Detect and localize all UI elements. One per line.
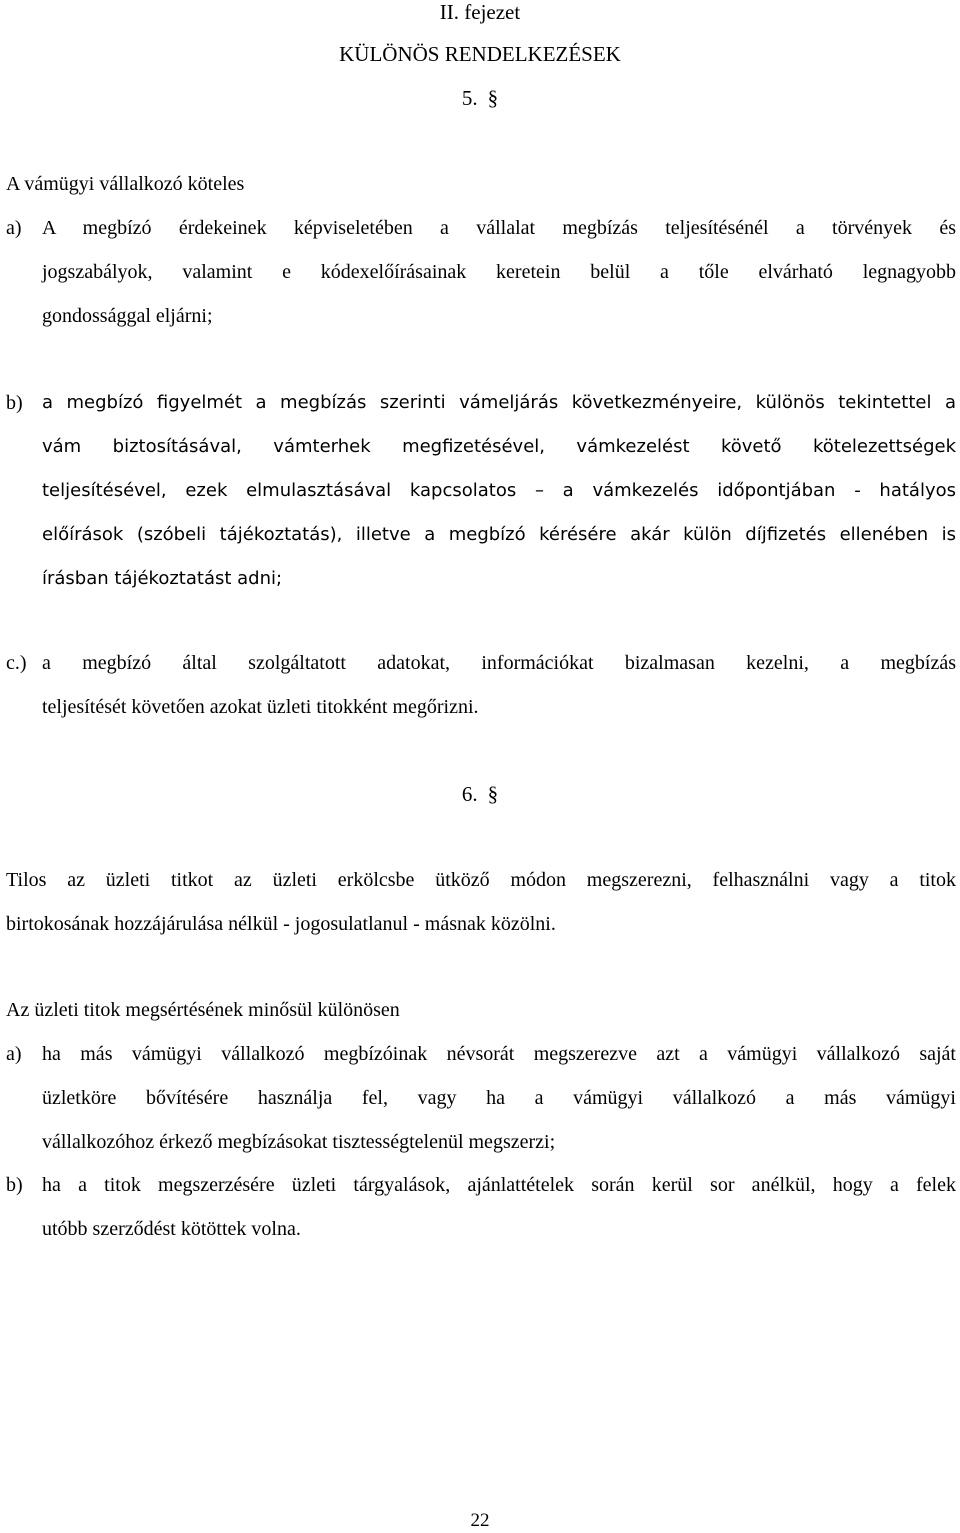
item-marker: a) <box>6 1043 22 1065</box>
item-line: vállalkozóhoz érkező megbízásokat tisztességtelenül megszerzi; <box>42 1131 556 1153</box>
paragraph-line: birtokosának hozzájárulása nélkül - jogosulatlanul - másnak közölni. <box>6 913 556 935</box>
item-line: gondossággal eljárni; <box>42 305 213 327</box>
section-6-heading <box>0 782 960 806</box>
item-line: a megbízó figyelmét a megbízás szerinti vámeljárás következményeire, különös tekintettel a <box>42 392 956 413</box>
item-line: jogszabályok, valamint e kódexelőírásainak keretein belül a tőle elvárható legnagyobb <box>42 261 956 283</box>
chapter-label: II. fejezet <box>439 0 521 24</box>
item-line: teljesítését követően azokat üzleti titokként megőrizni. <box>42 696 479 718</box>
section-sign-icon: § <box>487 86 499 110</box>
section-5-item-a <box>6 216 956 326</box>
section-5-intro: A vámügyi vállalkozó köteles <box>6 173 245 195</box>
item-line: előírások (szóbeli tájékoztatás), illetve a megbízó kérésére akár külön díjfizetés ellenében is <box>42 524 956 545</box>
item-marker: b) <box>6 1174 23 1196</box>
item-line: a megbízó által szolgáltatott adatokat, információkat bizalmasan kezelni, a megbízás <box>42 652 956 674</box>
item-marker: a) <box>6 217 22 239</box>
section-5-item-b <box>6 391 956 591</box>
item-line: ha a titok megszerzésére üzleti tárgyalások, ajánlattételek során kerül sor anélkül, hogy a felek <box>42 1174 956 1196</box>
item-line: vám biztosításával, vámterhek megfizetésével, vámkezelést követő kötelezettségek <box>42 436 956 457</box>
item-line: utóbb szerződést kötöttek volna. <box>42 1218 301 1240</box>
item-line: írásban tájékoztatást adni; <box>42 568 283 589</box>
section-6-number: 6. <box>461 782 478 806</box>
item-marker: c.) <box>6 652 27 674</box>
section-6-item-b <box>6 1173 956 1243</box>
item-line: üzletköre bővítésére használja fel, vagy ha a vámügyi vállalkozó a más vámügyi <box>42 1087 956 1109</box>
section-5-heading <box>0 86 960 110</box>
chapter-title: KÜLÖNÖS RENDELKEZÉSEK <box>339 42 621 66</box>
paragraph-line: Tilos az üzleti titkot az üzleti erkölcsbe ütköző módon megszerezni, felhasználni vagy a titok <box>6 869 956 891</box>
section-sign-icon: § <box>487 782 499 806</box>
section-5-item-c <box>6 651 956 721</box>
section-6-item-a <box>6 1042 956 1152</box>
item-line: ha más vámügyi vállalkozó megbízóinak névsorát megszerezve azt a vámügyi vállalkozó saját <box>42 1043 956 1065</box>
item-marker: b) <box>6 392 23 414</box>
page-number: 22 <box>470 1510 490 1531</box>
item-line: teljesítésével, ezek elmulasztásával kapcsolatos – a vámkezelés időpontjában - hatályos <box>42 480 956 501</box>
item-line: A megbízó érdekeinek képviseletében a vállalat megbízás teljesítésénél a törvények és <box>42 217 956 239</box>
section-5-number: 5. <box>461 86 478 110</box>
section-6-intro: Az üzleti titok megsértésének minősül különösen <box>6 999 400 1021</box>
